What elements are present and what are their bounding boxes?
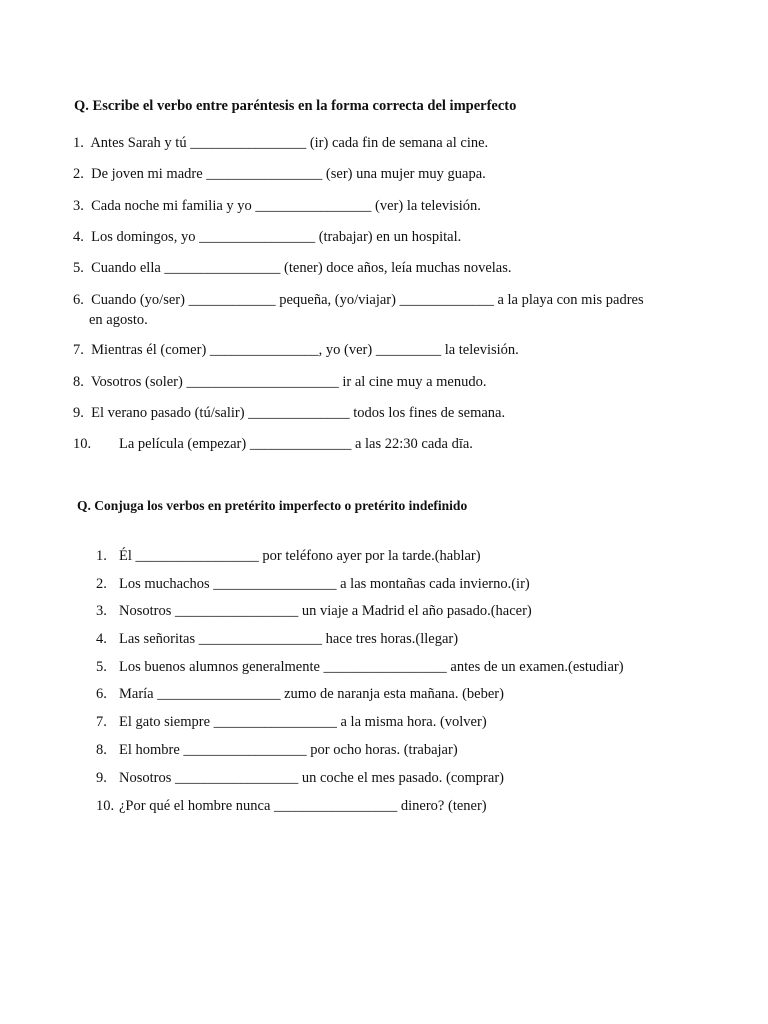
section2-item-6: [96, 684, 504, 704]
item-number: 8.: [73, 374, 88, 390]
section2-heading: Q. Conjuga los verbos en pretérito imperfecto o pretérito indefinido: [77, 498, 468, 513]
section2-item-5: [96, 657, 624, 677]
section2-item-10: [96, 796, 487, 816]
section2-item-9: [96, 768, 504, 788]
item-text: El verano pasado (tú/salir) ______________ todos los fines de semana.: [91, 405, 506, 421]
item-text: Cuando ella ________________ (tener) doce años, leía muchas novelas.: [91, 260, 512, 276]
item-number: 7.: [96, 714, 107, 730]
item-number: 2.: [73, 166, 88, 182]
section1-item-1: [73, 133, 693, 153]
section1-item-8: [73, 372, 693, 392]
item-text: El hombre _________________ por ocho horas. (trabajar): [119, 742, 458, 758]
item-text: Él _________________ por teléfono ayer por la tarde.(hablar): [119, 548, 481, 564]
item-number: 3.: [73, 198, 88, 214]
item-number: 3.: [96, 603, 107, 619]
section1-item-5: [73, 258, 693, 278]
item-number: 4.: [73, 229, 88, 245]
item-text: De joven mi madre ________________ (ser) una mujer muy guapa.: [91, 166, 486, 182]
section2-item-8: [96, 740, 458, 760]
item-text: Nosotros _________________ un coche el mes pasado. (comprar): [119, 770, 504, 786]
item-text: Los buenos alumnos generalmente _________________ antes de un examen.(estudiar): [119, 659, 624, 675]
section1-item-6: [73, 290, 693, 330]
item-number: 7.: [73, 342, 88, 358]
item-number: 5.: [73, 260, 88, 276]
section1-heading: Q. Escribe el verbo entre paréntesis en la forma correcta del imperfecto: [74, 98, 517, 114]
item-number: 1.: [73, 135, 88, 151]
section2-item-1: [96, 546, 481, 566]
item-text: Los domingos, yo ________________ (trabajar) en un hospital.: [91, 229, 462, 245]
item-text: Mientras él (comer) _______________, yo (ver) _________ la televisión.: [91, 342, 519, 358]
item-number: 9.: [96, 770, 107, 786]
section1-item-9: [73, 403, 693, 423]
item-number: 6.: [96, 686, 107, 702]
item-text: María _________________ zumo de naranja esta mañana. (beber): [119, 686, 504, 702]
item-text: Cuando (yo/ser) ____________ pequeña, (yo/viajar) _____________ a la playa con mis padres: [91, 292, 644, 308]
section2-item-4: [96, 629, 458, 649]
section2-item-7: [96, 712, 487, 732]
item-number: 4.: [96, 631, 107, 647]
item-number: 9.: [73, 405, 88, 421]
item-text: Los muchachos _________________ a las montañas cada invierno.(ir): [119, 576, 530, 592]
item-text-continuation: en agosto.: [89, 312, 148, 328]
item-text: Vosotros (soler) _____________________ ir al cine muy a menudo.: [90, 374, 487, 390]
item-number: 2.: [96, 576, 107, 592]
item-number: 8.: [96, 742, 107, 758]
section2-item-2: [96, 574, 530, 594]
item-number: 5.: [96, 659, 107, 675]
item-text: La película (empezar) ______________ a las 22:30 cada dīa.: [119, 436, 473, 452]
item-text: Nosotros _________________ un viaje a Madrid el año pasado.(hacer): [119, 603, 532, 619]
section2-item-3: [96, 601, 532, 621]
item-number: 10.: [96, 798, 115, 814]
item-text: ¿Por qué el hombre nunca _________________ dinero? (tener): [119, 798, 487, 814]
item-number: 6.: [73, 292, 88, 308]
section1-item-10: [73, 434, 693, 454]
item-number: 10.: [73, 436, 92, 452]
section1-item-7: [73, 340, 693, 360]
item-number: 1.: [96, 548, 107, 564]
item-text: Cada noche mi familia y yo ________________ (ver) la televisión.: [91, 198, 481, 214]
section1-item-4: [73, 227, 693, 247]
section1-item-2: [73, 164, 693, 184]
section1-item-3: [73, 196, 693, 216]
item-text: El gato siempre _________________ a la misma hora. (volver): [119, 714, 487, 730]
item-text: Antes Sarah y tú ________________ (ir) cada fin de semana al cine.: [90, 135, 489, 151]
item-text: Las señoritas _________________ hace tres horas.(llegar): [119, 631, 459, 647]
